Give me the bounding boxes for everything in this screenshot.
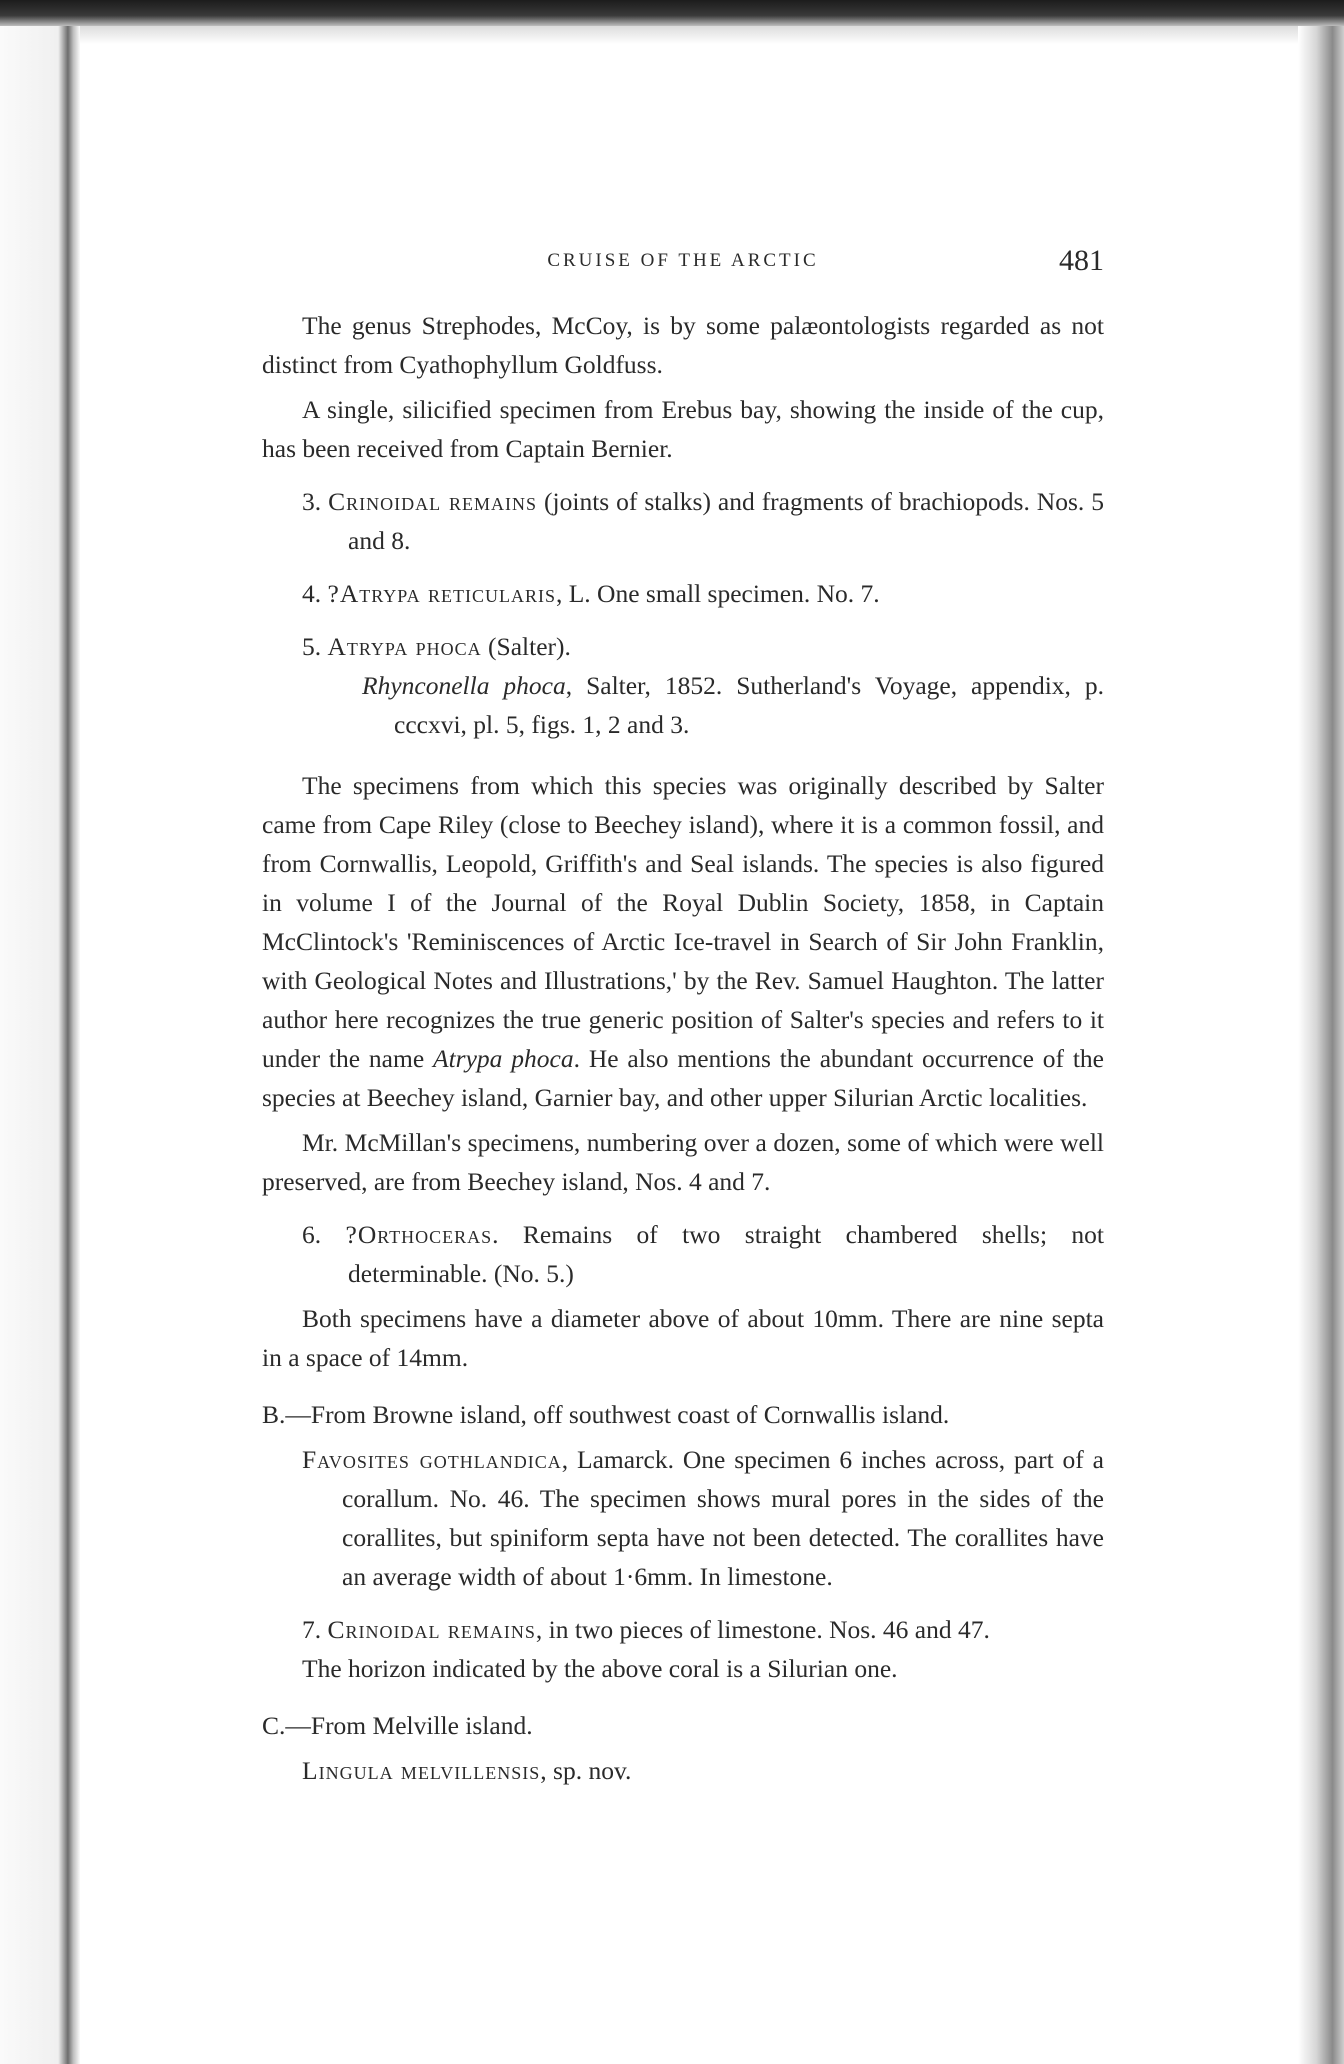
- page-body: [262, 244, 1104, 1790]
- species-name: Crinoidal remains: [327, 1615, 536, 1644]
- item-number: 7.: [302, 1615, 322, 1644]
- item-number: 6.: [302, 1220, 322, 1249]
- item-text: , Lamarck. One specimen 6 inches across, part of a corallum. No. 46. The specimen shows mural pores in the sides of the corallites, but spiniform septa have not been detected. The corallites have an average width of about 1·6mm. In limestone.: [342, 1445, 1104, 1591]
- item-text: . Remains of two straight chambered shells; not determinable. (No. 5.): [348, 1220, 1104, 1288]
- page-number: 481: [1059, 244, 1104, 277]
- synonym-name: Rhynconella phoca: [362, 671, 566, 700]
- scan-left-margin: [0, 26, 58, 2064]
- list-item-5: [262, 627, 1104, 666]
- section-b-entry: [262, 1440, 1104, 1596]
- item-text: , sp. nov.: [540, 1756, 632, 1785]
- section-c-heading: C.—From Melville island.: [262, 1711, 533, 1740]
- item-text: , L. One small specimen. No. 7.: [555, 579, 880, 608]
- paragraph-mcmillan: Mr. McMillan's specimens, numbering over a dozen, some of which were well preserved, are from Beechey island, Nos. 4 and 7.: [262, 1128, 1104, 1196]
- item-text: (joints of stalks) and fragments of brachiopods. Nos. 5 and 8.: [348, 487, 1104, 555]
- species-name: Crinoidal remains: [328, 487, 538, 516]
- synonymy-reference: [262, 666, 1104, 744]
- list-item-7: [262, 1610, 1104, 1649]
- italic-species: Atrypa phoca: [433, 1044, 574, 1073]
- section-b-heading: B.—From Browne island, off southwest coast of Cornwallis island.: [262, 1400, 950, 1429]
- paragraph-strephodes: The genus Strephodes, McCoy, is by some palæontologists regarded as not distinct from Cyathophyllum Goldfuss.: [262, 311, 1104, 379]
- paragraph-horizon: The horizon indicated by the above coral is a Silurian one.: [302, 1654, 898, 1683]
- list-item-4: [262, 574, 1104, 613]
- item-number: 4.: [302, 579, 322, 608]
- species-name: Lingula melvillensis: [302, 1756, 541, 1785]
- scan-right-page-edge: [1298, 26, 1344, 2064]
- list-item-6: [262, 1215, 1104, 1293]
- species-name: ?Atrypa reticularis: [327, 579, 556, 608]
- item-number: 3.: [302, 487, 322, 516]
- item-number: 5.: [302, 632, 322, 661]
- paragraph-septa: Both specimens have a diameter above of about 10mm. There are nine septa in a space of 14mm.: [262, 1304, 1104, 1372]
- list-item-3: [262, 482, 1104, 560]
- item-text: (Salter).: [481, 632, 571, 661]
- reference-text: , Salter, 1852. Sutherland's Voyage, appendix, p. cccxvi, pl. 5, figs. 1, 2 and 3.: [394, 671, 1104, 739]
- scan-left-page-edge: [58, 26, 80, 2064]
- species-name: ?Orthoceras: [345, 1220, 493, 1249]
- scan-top-shadow: [80, 26, 1298, 44]
- scan-top-border: [0, 0, 1344, 26]
- paragraph-text-cont: . He also mentions the abundant occurrence of the species at Beechey island, Garnier bay, and other upper Silurian Arctic localities.: [262, 1044, 1104, 1112]
- paragraph-salter-specimens: [262, 766, 1104, 1117]
- section-c-entry: [262, 1751, 1104, 1790]
- species-name: Favosites gothlandica: [302, 1445, 562, 1474]
- item-text: , in two pieces of limestone. Nos. 46 and 47.: [535, 1615, 990, 1644]
- paragraph-single-specimen: A single, silicified specimen from Erebus bay, showing the inside of the cup, has been received from Captain Bernier.: [262, 395, 1104, 463]
- running-title: CRUISE OF THE ARCTIC: [547, 250, 819, 271]
- paragraph-text: The specimens from which this species was originally described by Salter came from Cape Riley (close to Beechey island), where it is a common fossil, and from Cornwallis, Leopold, Griffith's and Seal islands. The species is also figured in volume I of the Journal of the Royal Dublin Society, 1858, in Captain McClintock's 'Reminiscences of Arctic Ice-travel in Search of Sir John Franklin, with Geological Notes and Illustrations,' by the Rev. Samuel Haughton. The latter author here recognizes the true generic position of Salter's species and refers to it under the name: [262, 771, 1104, 1073]
- species-name: Atrypa phoca: [327, 632, 482, 661]
- running-header: [262, 244, 1104, 284]
